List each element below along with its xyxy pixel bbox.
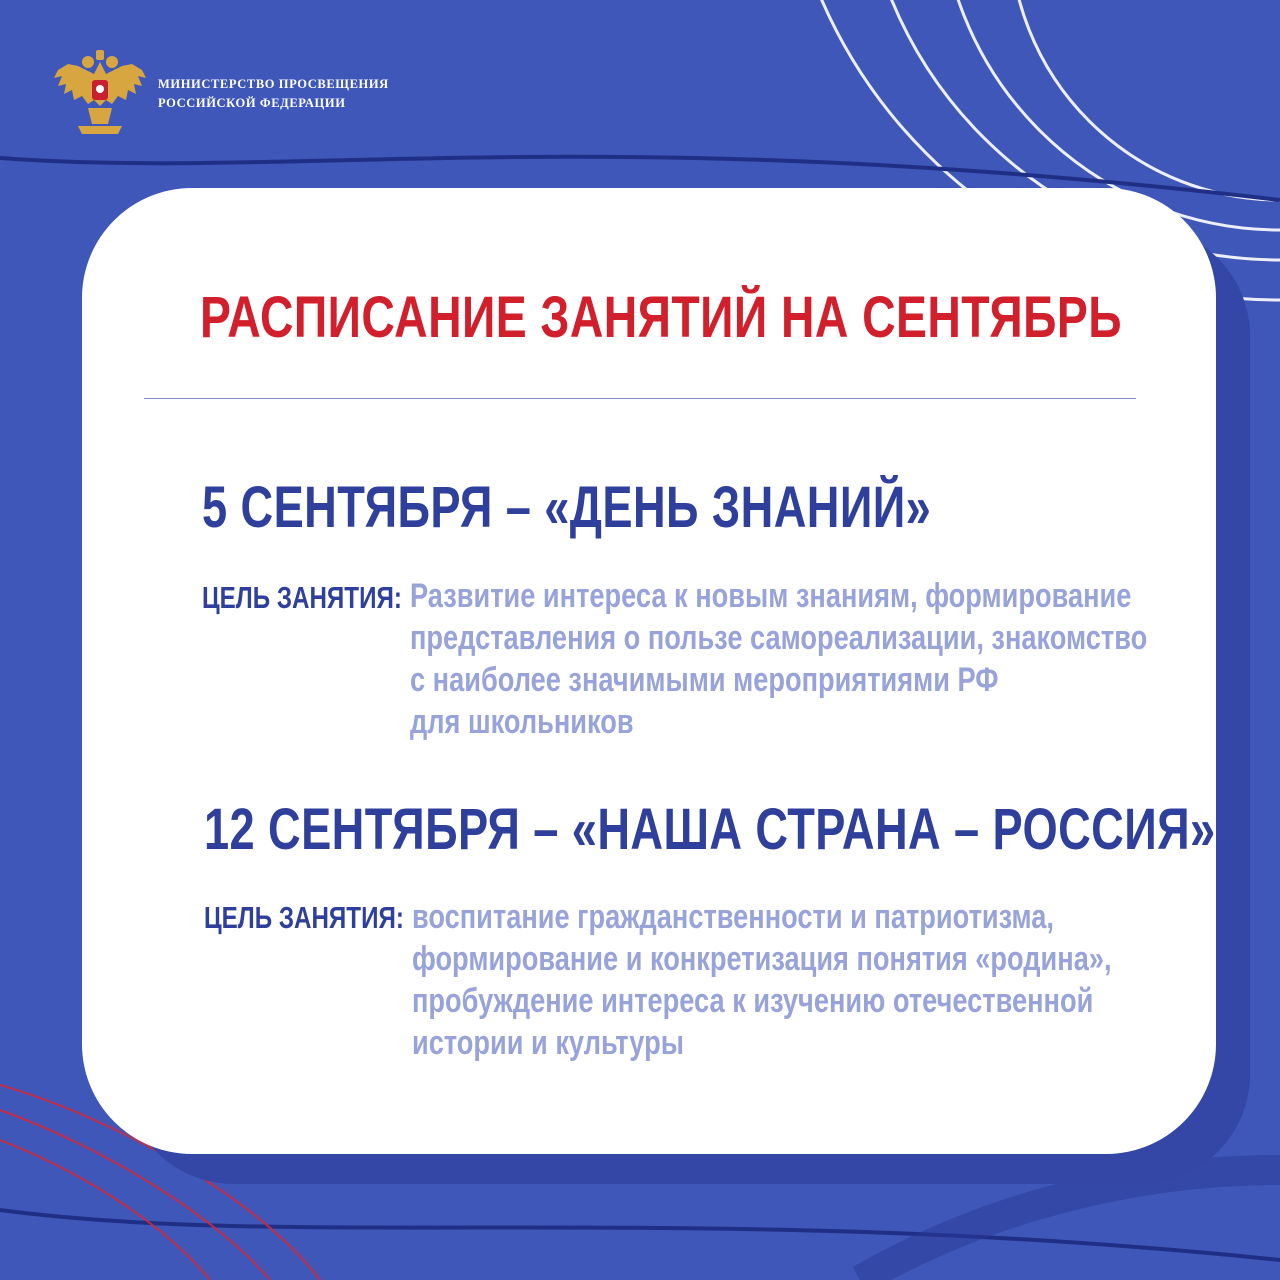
event-2-goal-line: истории и культуры — [412, 1024, 684, 1062]
ministry-name — [158, 75, 389, 113]
event-2-goal-line: формирование и конкретизация понятия «родина», — [412, 940, 1112, 978]
event-2-goal-line: пробуждение интереса к изучению отечественной — [412, 982, 1094, 1020]
ministry-name-line-2: РОССИЙСКОЙ ФЕДЕРАЦИИ — [158, 96, 346, 110]
event-1-goal-label: ЦЕЛЬ ЗАНЯТИЯ: — [202, 580, 402, 615]
page-title: РАСПИСАНИЕ ЗАНЯТИЙ НА СЕНТЯБРЬ — [200, 285, 1122, 350]
event-2-title: 12 СЕНТЯБРЯ – «НАША СТРАНА – РОССИЯ» — [204, 797, 1216, 862]
ministry-name-line-1: МИНИСТЕРСТВО ПРОСВЕЩЕНИЯ — [158, 77, 389, 91]
event-1-goal-line: Развитие интереса к новым знаниям, формирование — [410, 577, 1132, 615]
title-divider — [144, 398, 1136, 399]
event-2-goal-line: воспитание гражданственности и патриотизма, — [412, 898, 1054, 936]
event-2-goal-label: ЦЕЛЬ ЗАНЯТИЯ: — [204, 900, 404, 935]
event-1-goal-line: с наиболее значимыми мероприятиями РФ — [410, 661, 999, 699]
event-2-goal-text — [412, 896, 1112, 1064]
event-1-goal-line: представления о пользе самореализации, знакомство — [410, 619, 1148, 657]
ministry-header — [48, 48, 389, 140]
event-1-goal-line: для школьников — [410, 703, 634, 741]
event-1-goal-text — [410, 575, 1147, 743]
schedule-card — [82, 188, 1216, 1154]
double-headed-eagle-emblem-icon — [48, 48, 152, 140]
event-1-title: 5 СЕНТЯБРЯ – «ДЕНЬ ЗНАНИЙ» — [202, 475, 932, 540]
